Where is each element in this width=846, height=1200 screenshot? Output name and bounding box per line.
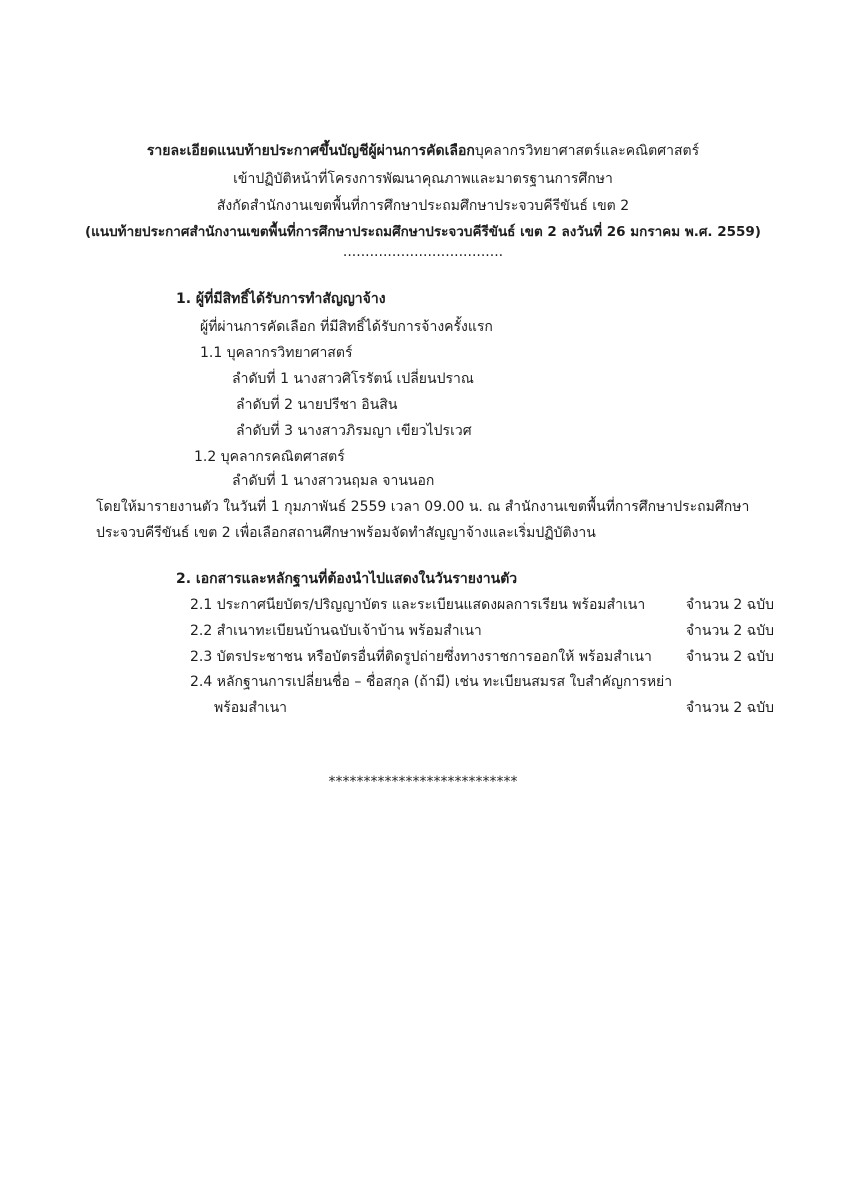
header-line-3: สังกัดสำนักงานเขตพื้นที่การศึกษาประถมศึกษาประจวบคีรีขันธ์ เขต 2 [216, 198, 630, 214]
document-item-text: 2.1 ประกาศนียบัตร/ปริญญาบัตร และระเบียนแสดงผลการเรียน พร้อมสำเนา [190, 597, 646, 613]
document-item-qty: จำนวน 2 ฉบับ [685, 649, 774, 665]
document-item-text: 2.4 หลักฐานการเปลี่ยนชื่อ – ชื่อสกุล (ถ้ามี) เช่น ทะเบียนสมรส ใบสำคัญการหย่า [190, 674, 673, 690]
document-item-text: พร้อมสำเนา [214, 700, 288, 716]
document-item-qty: จำนวน 2 ฉบับ [685, 700, 774, 716]
section1-heading: 1. ผู้ที่มีสิทธิ์ได้รับการทำสัญญาจ้าง [176, 291, 386, 307]
group2-title: 1.2 บุคลากรคณิตศาสตร์ [194, 449, 345, 465]
report-line-2: ประจวบคีรีขันธ์ เขต 2 เพื่อเลือกสถานศึกษาพร้อมจัดทำสัญญาจ้างและเริ่มปฏิบัติงาน [96, 525, 596, 541]
header-line-2: เข้าปฏิบัติหน้าที่โครงการพัฒนาคุณภาพและมาตรฐานการศึกษา [233, 171, 613, 187]
header-line-1-normal: บุคลากรวิทยาศาสตร์และคณิตศาสตร์ [474, 143, 700, 159]
group1-item: ลำดับที่ 3 นางสาวภิรมญา เขียวไปรเวศ [236, 423, 472, 439]
group2-item: ลำดับที่ 1 นางสาวนฤมล จานนอก [232, 473, 435, 489]
group1-title: 1.1 บุคลากรวิทยาศาสตร์ [200, 345, 353, 361]
footer-stars: *************************** [328, 774, 518, 790]
header-line-4: (แนบท้ายประกาศสำนักงานเขตพื้นที่การศึกษาประถมศึกษาประจวบคีรีขันธ์ เขต 2 ลงวันที่ 26 มกราคม พ.ศ. 2559) [85, 224, 761, 240]
document-item-text: 2.2 สำเนาทะเบียนบ้านฉบับเจ้าบ้าน พร้อมสำเนา [190, 623, 482, 639]
header-line-1 [0, 140, 846, 162]
document-item-text: 2.3 บัตรประชาชน หรือบัตรอื่นที่ติดรูปถ่ายซึ่งทางราชการออกให้ พร้อมสำเนา [190, 649, 652, 665]
report-line-1: โดยให้มารายงานตัว ในวันที่ 1 กุมภาพันธ์ 2559 เวลา 09.00 น. ณ สำนักงานเขตพื้นที่การศึกษาประถมศึกษา [96, 499, 750, 515]
group1-item: ลำดับที่ 1 นางสาวศิโรรัตน์ เปลี่ยนปราณ [232, 371, 474, 387]
group1-item: ลำดับที่ 2 นายปรีชา อินสิน [236, 397, 398, 413]
section1-intro: ผู้ที่ผ่านการคัดเลือก ที่มีสิทธิ์ได้รับการจ้างครั้งแรก [200, 319, 493, 335]
header-line-1-bold: รายละเอียดแนบท้ายประกาศขึ้นบัญชีผู้ผ่านการคัดเลือก [146, 143, 475, 159]
section2-heading: 2. เอกสารและหลักฐานที่ต้องนำไปแสดงในวันรายงานตัว [176, 571, 518, 587]
header-divider: .................................... [342, 244, 504, 260]
document-item-qty: จำนวน 2 ฉบับ [685, 623, 774, 639]
document-item-qty: จำนวน 2 ฉบับ [685, 597, 774, 613]
